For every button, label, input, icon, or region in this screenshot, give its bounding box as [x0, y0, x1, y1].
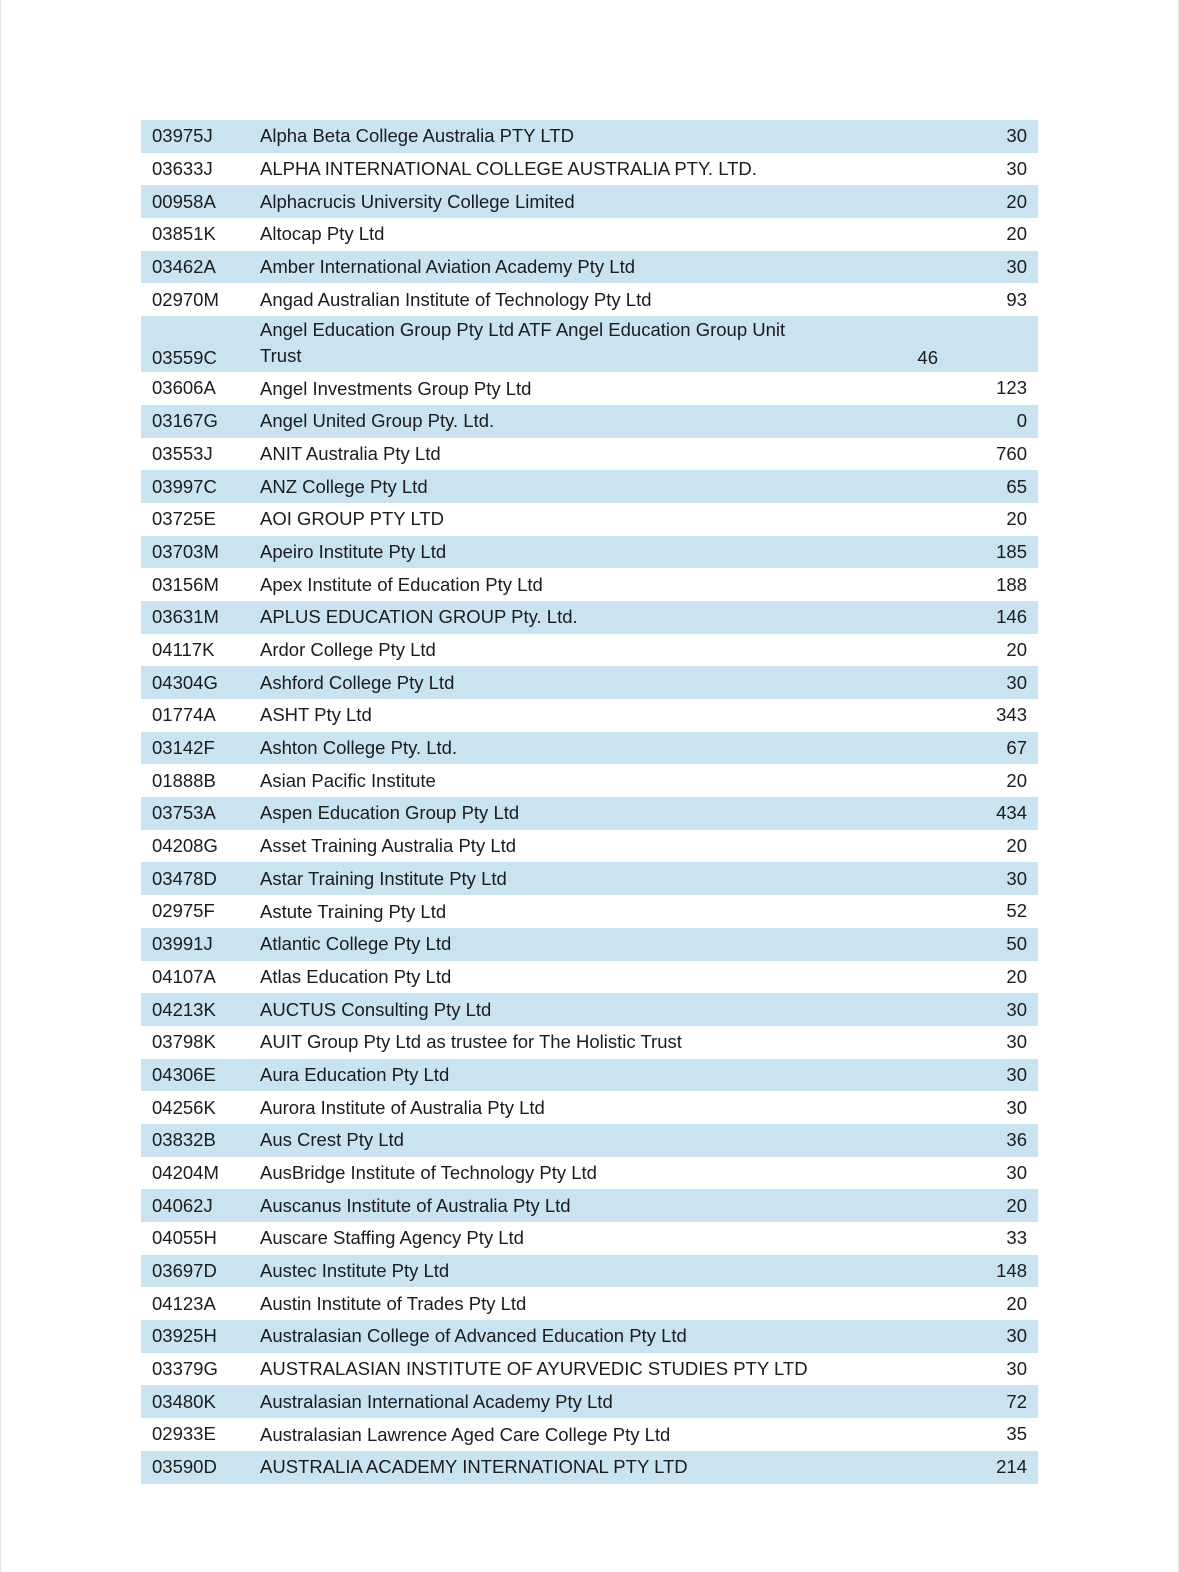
provider-name: AUSTRALIA ACADEMY INTERNATIONAL PTY LTD — [260, 1456, 688, 1478]
provider-name: AusBridge Institute of Technology Pty Ltd — [260, 1162, 597, 1184]
provider-code: 02933E — [152, 1423, 216, 1445]
table-row — [141, 1189, 1038, 1222]
table-row — [141, 961, 1038, 994]
table-row — [141, 601, 1038, 634]
table-row — [141, 1255, 1038, 1288]
table-row — [141, 895, 1038, 928]
provider-name: Australasian College of Advanced Education Pty Ltd — [260, 1325, 687, 1347]
provider-value: 30 — [1006, 256, 1027, 278]
table-row — [141, 1418, 1038, 1451]
provider-name: Alphacrucis University College Limited — [260, 190, 575, 212]
provider-value: 20 — [1006, 1292, 1027, 1314]
provider-code: 04062J — [152, 1194, 213, 1216]
provider-code: 03167G — [152, 410, 218, 432]
provider-name: Angad Australian Institute of Technology Pty Ltd — [260, 288, 652, 310]
provider-code: 03480K — [152, 1390, 216, 1412]
provider-name: Angel United Group Pty. Ltd. — [260, 410, 495, 432]
provider-name: Austec Institute Pty Ltd — [260, 1260, 450, 1282]
table-row — [141, 928, 1038, 961]
provider-value: 185 — [996, 540, 1027, 562]
provider-name: Astar Training Institute Pty Ltd — [260, 867, 507, 889]
table-row — [141, 699, 1038, 732]
provider-code: 04055H — [152, 1227, 217, 1249]
provider-value: 33 — [1006, 1227, 1027, 1249]
provider-name: Asian Pacific Institute — [260, 769, 436, 791]
table-row — [141, 1026, 1038, 1059]
provider-value: 30 — [1006, 158, 1027, 180]
table-row — [141, 1451, 1038, 1484]
provider-value: 30 — [1006, 998, 1027, 1020]
table-row — [141, 764, 1038, 797]
provider-code: 03991J — [152, 933, 213, 955]
provider-value: 72 — [1006, 1390, 1027, 1412]
provider-name: AUCTUS Consulting Pty Ltd — [260, 998, 492, 1020]
table-row — [141, 120, 1038, 153]
provider-name: Atlas Education Pty Ltd — [260, 965, 452, 987]
table-row — [141, 862, 1038, 895]
provider-value: 30 — [1006, 867, 1027, 889]
table-row — [141, 503, 1038, 536]
provider-name: Aurora Institute of Australia Pty Ltd — [260, 1096, 545, 1118]
provider-code: 03697D — [152, 1260, 217, 1282]
provider-code: 03631M — [152, 606, 219, 628]
provider-value: 36 — [1006, 1129, 1027, 1151]
provider-value: 30 — [1006, 671, 1027, 693]
table-row — [141, 153, 1038, 186]
provider-code: 03633J — [152, 158, 213, 180]
provider-name: APLUS EDUCATION GROUP Pty. Ltd. — [260, 606, 578, 628]
table-row — [141, 797, 1038, 830]
table-row — [141, 372, 1038, 405]
table-row — [141, 1157, 1038, 1190]
provider-value: 65 — [1006, 475, 1027, 497]
provider-code: 01888B — [152, 769, 216, 791]
provider-code: 03478D — [152, 867, 217, 889]
provider-value: 20 — [1006, 965, 1027, 987]
provider-name: Aspen Education Group Pty Ltd — [260, 802, 520, 824]
table-row — [141, 1385, 1038, 1418]
table-row — [141, 993, 1038, 1026]
provider-name: Ardor College Pty Ltd — [260, 639, 436, 661]
table-row — [141, 1124, 1038, 1157]
table-row — [141, 251, 1038, 284]
provider-value: 20 — [1006, 638, 1027, 660]
table-row — [141, 732, 1038, 765]
provider-value: 0 — [1016, 410, 1027, 432]
provider-code: 04304G — [152, 671, 218, 693]
provider-code: 03832B — [152, 1129, 216, 1151]
provider-value: 146 — [996, 606, 1027, 628]
provider-code: 03156M — [152, 573, 219, 595]
provider-code: 04208G — [152, 835, 218, 857]
provider-code: 04123A — [152, 1292, 216, 1314]
table-row — [141, 405, 1038, 438]
provider-name: Asset Training Australia Pty Ltd — [260, 835, 517, 857]
provider-name: Auscanus Institute of Australia Pty Ltd — [260, 1194, 571, 1216]
provider-code: 02970M — [152, 288, 219, 310]
provider-code: 04213K — [152, 998, 216, 1020]
table-row — [141, 283, 1038, 316]
provider-code: 04306E — [152, 1063, 216, 1085]
provider-code: 04107A — [152, 965, 216, 987]
provider-name: AUIT Group Pty Ltd as trustee for The Holistic Trust — [260, 1031, 682, 1053]
provider-value: 93 — [1006, 288, 1027, 310]
provider-name: Austin Institute of Trades Pty Ltd — [260, 1292, 527, 1314]
provider-value: 123 — [996, 377, 1027, 399]
provider-value: 343 — [996, 704, 1027, 726]
table-row — [141, 185, 1038, 218]
provider-value: 20 — [1006, 508, 1027, 530]
provider-name: ASHT Pty Ltd — [260, 704, 372, 726]
provider-value: 30 — [1006, 1358, 1027, 1380]
provider-code: 03590D — [152, 1456, 217, 1478]
provider-value: 50 — [1006, 933, 1027, 955]
provider-name: Ashton College Pty. Ltd. — [260, 737, 458, 759]
provider-code: 03559C — [152, 347, 217, 369]
provider-name: Amber International Aviation Academy Pty Ltd — [260, 256, 636, 278]
provider-code: 03462A — [152, 256, 216, 278]
provider-name: Alpha Beta College Australia PTY LTD — [260, 125, 574, 147]
provider-code: 02975F — [152, 900, 215, 922]
provider-value: 67 — [1006, 737, 1027, 759]
table-row — [141, 218, 1038, 251]
provider-code: 03997C — [152, 475, 217, 497]
provider-name: Australasian International Academy Pty Ltd — [260, 1390, 613, 1412]
provider-name: Apeiro Institute Pty Ltd — [260, 540, 447, 562]
provider-code: 03975J — [152, 125, 213, 147]
provider-value: 30 — [1006, 1096, 1027, 1118]
table-row — [141, 470, 1038, 503]
provider-name: Apex Institute of Education Pty Ltd — [260, 573, 543, 595]
table-row — [141, 568, 1038, 601]
provider-value: 52 — [1006, 900, 1027, 922]
provider-code: 03725E — [152, 508, 216, 530]
provider-value: 20 — [1006, 1194, 1027, 1216]
table-row — [141, 1222, 1038, 1255]
provider-code: 03553J — [152, 442, 213, 464]
provider-value: 20 — [1006, 769, 1027, 791]
provider-value: 30 — [1006, 1325, 1027, 1347]
provider-value: 214 — [996, 1456, 1027, 1478]
provider-code: 03606A — [152, 377, 216, 399]
provider-value: 30 — [1006, 1161, 1027, 1183]
provider-value: 30 — [1006, 1031, 1027, 1053]
provider-name: Altocap Pty Ltd — [260, 223, 385, 245]
provider-code: 04204M — [152, 1161, 219, 1183]
provider-code: 03851K — [152, 223, 216, 245]
provider-name: Astute Training Pty Ltd — [260, 900, 447, 922]
table-row — [141, 1091, 1038, 1124]
provider-table — [141, 120, 1038, 1484]
provider-code: 03379G — [152, 1358, 218, 1380]
provider-name: Angel Investments Group Pty Ltd — [260, 377, 532, 399]
provider-name: Auscare Staffing Agency Pty Ltd — [260, 1227, 524, 1249]
table-row — [141, 1059, 1038, 1092]
provider-value: 760 — [996, 442, 1027, 464]
provider-value: 30 — [1006, 125, 1027, 147]
provider-code: 03798K — [152, 1031, 216, 1053]
provider-code: 00958A — [152, 190, 216, 212]
provider-value: 35 — [1006, 1423, 1027, 1445]
provider-name: Australasian Lawrence Aged Care College Pty Ltd — [260, 1423, 671, 1445]
provider-value: 20 — [1006, 190, 1027, 212]
provider-value: 188 — [996, 573, 1027, 595]
provider-code: 03703M — [152, 540, 219, 562]
provider-code: 03142F — [152, 737, 215, 759]
table-row — [141, 666, 1038, 699]
table-row — [141, 316, 1038, 372]
table-row — [141, 438, 1038, 471]
provider-value: 148 — [996, 1260, 1027, 1282]
table-row — [141, 536, 1038, 569]
table-row — [141, 634, 1038, 667]
provider-name: Atlantic College Pty Ltd — [260, 933, 452, 955]
table-row — [141, 830, 1038, 863]
table-row — [141, 1353, 1038, 1386]
provider-name: Aura Education Pty Ltd — [260, 1063, 450, 1085]
table-row — [141, 1320, 1038, 1353]
table-row — [141, 1287, 1038, 1320]
provider-code: 03925H — [152, 1325, 217, 1347]
provider-code: 04117K — [152, 638, 215, 660]
provider-name: Aus Crest Pty Ltd — [260, 1129, 404, 1151]
provider-name: ANZ College Pty Ltd — [260, 475, 428, 497]
provider-value: 46 — [917, 347, 938, 369]
provider-name: AUSTRALASIAN INSTITUTE OF AYURVEDIC STUDIES PTY LTD — [260, 1358, 808, 1380]
provider-name: Angel Education Group Pty Ltd ATF Angel Education Group Unit Trust — [260, 319, 786, 367]
provider-value: 20 — [1006, 223, 1027, 245]
provider-name: AOI GROUP PTY LTD — [260, 508, 445, 530]
provider-value: 434 — [996, 802, 1027, 824]
provider-name: Ashford College Pty Ltd — [260, 671, 455, 693]
provider-code: 04256K — [152, 1096, 216, 1118]
provider-value: 30 — [1006, 1063, 1027, 1085]
provider-code: 03753A — [152, 802, 216, 824]
provider-name: ANIT Australia Pty Ltd — [260, 442, 441, 464]
provider-code: 01774A — [152, 704, 216, 726]
provider-value: 20 — [1006, 835, 1027, 857]
provider-name: ALPHA INTERNATIONAL COLLEGE AUSTRALIA PTY. LTD. — [260, 158, 757, 180]
